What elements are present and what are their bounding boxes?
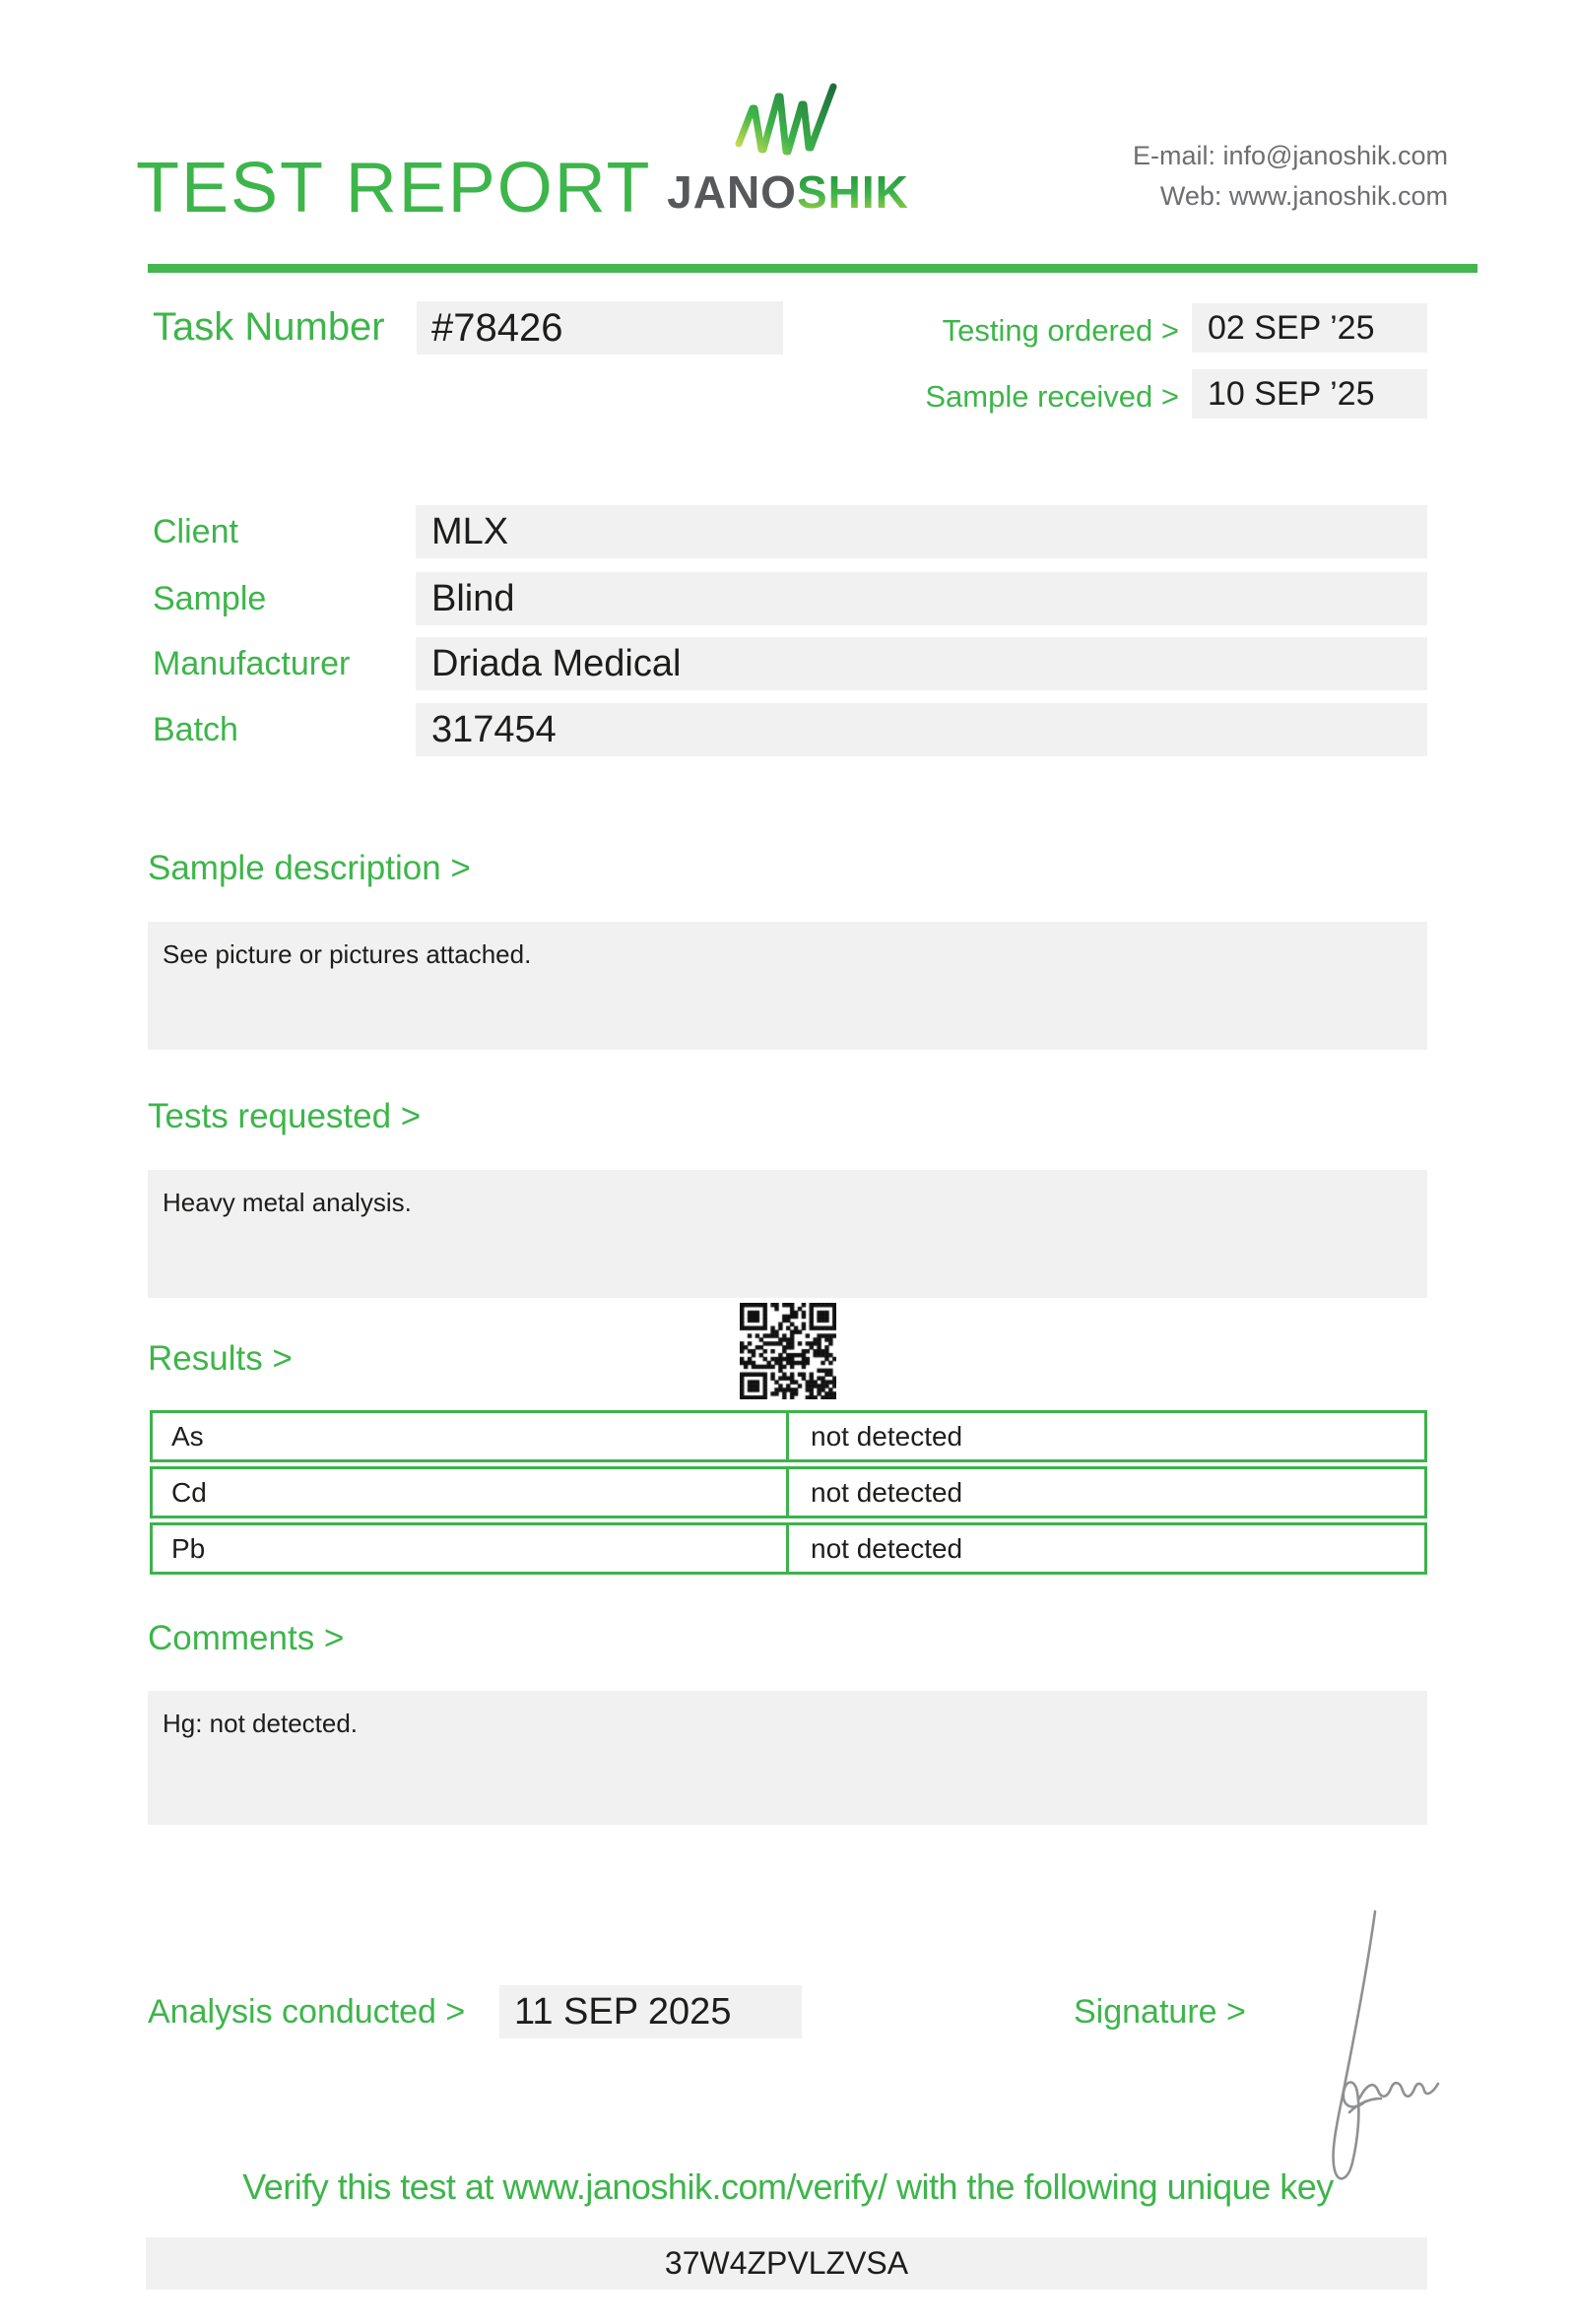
sample-description-text: See picture or pictures attached. <box>163 939 532 969</box>
results-table-column-divider <box>786 1413 789 1459</box>
client-value: MLX <box>431 511 509 552</box>
client-value-box <box>416 505 1427 558</box>
analyte-result: not detected <box>811 1421 963 1452</box>
results-table-row <box>150 1410 1427 1462</box>
manufacturer-value-box <box>416 637 1427 690</box>
unique-key-box <box>146 2237 1427 2290</box>
sample-received-value: 10 SEP ’25 <box>1208 375 1375 413</box>
results-table-row <box>150 1522 1427 1575</box>
sample-value: Blind <box>431 578 515 619</box>
analyte-result: not detected <box>811 1533 963 1564</box>
sample-value-box <box>416 572 1427 625</box>
sample-description-box <box>148 922 1427 1050</box>
batch-value: 317454 <box>431 709 557 750</box>
analyte-name: Cd <box>171 1477 207 1508</box>
batch-label: Batch <box>153 711 238 748</box>
testing-ordered-value: 02 SEP ’25 <box>1208 309 1375 347</box>
task-number-value: #78426 <box>431 306 563 350</box>
testing-ordered-value-box <box>1192 303 1427 353</box>
signature-image <box>1280 1905 1448 2191</box>
analyte-result: not detected <box>811 1477 963 1508</box>
sample-description-heading: Sample description > <box>148 849 471 887</box>
logo-chart-icon <box>731 79 845 163</box>
qr-code <box>740 1303 836 1399</box>
sample-label: Sample <box>153 580 267 617</box>
sample-received-value-box <box>1192 369 1427 419</box>
task-number-label: Task Number <box>153 305 385 349</box>
logo-text-shik: SHIK <box>796 166 909 218</box>
analyte-name: As <box>171 1421 204 1452</box>
verify-instruction: Verify this test at www.janoshik.com/verify/ with the following unique key <box>242 2166 1334 2207</box>
manufacturer-label: Manufacturer <box>153 645 351 682</box>
results-table-column-divider <box>786 1525 789 1572</box>
batch-value-box <box>416 703 1427 756</box>
analysis-date-value: 11 SEP 2025 <box>514 1991 732 2033</box>
tests-requested-box <box>148 1170 1427 1298</box>
header-divider <box>148 264 1478 273</box>
analysis-conducted-label: Analysis conducted > <box>148 1993 466 2031</box>
results-table-row <box>150 1466 1427 1518</box>
logo-wordmark <box>640 165 936 219</box>
signature-label: Signature > <box>1074 1993 1246 2031</box>
contact-web: Web: www.janoshik.com <box>1159 181 1448 211</box>
logo-text-jano: JANO <box>667 166 797 218</box>
comments-heading: Comments > <box>148 1619 345 1657</box>
task-number-value-box <box>417 301 783 355</box>
testing-ordered-label: Testing ordered > <box>942 313 1179 348</box>
results-table-column-divider <box>786 1469 789 1516</box>
comments-box <box>148 1691 1427 1825</box>
contact-email: E-mail: info@janoshik.com <box>1132 141 1448 170</box>
unique-key-value: 37W4ZPVLZVSA <box>664 2245 909 2281</box>
contact-block <box>1133 136 1448 217</box>
tests-requested-heading: Tests requested > <box>148 1097 422 1135</box>
analysis-date-box <box>499 1985 802 2038</box>
analyte-name: Pb <box>171 1533 206 1564</box>
results-heading: Results > <box>148 1339 293 1378</box>
sample-received-label: Sample received > <box>925 379 1179 414</box>
tests-requested-text: Heavy metal analysis. <box>163 1188 412 1217</box>
manufacturer-value: Driada Medical <box>431 643 682 684</box>
comments-text: Hg: not detected. <box>163 1709 359 1738</box>
page-title: TEST REPORT <box>136 149 652 227</box>
client-label: Client <box>153 513 238 550</box>
